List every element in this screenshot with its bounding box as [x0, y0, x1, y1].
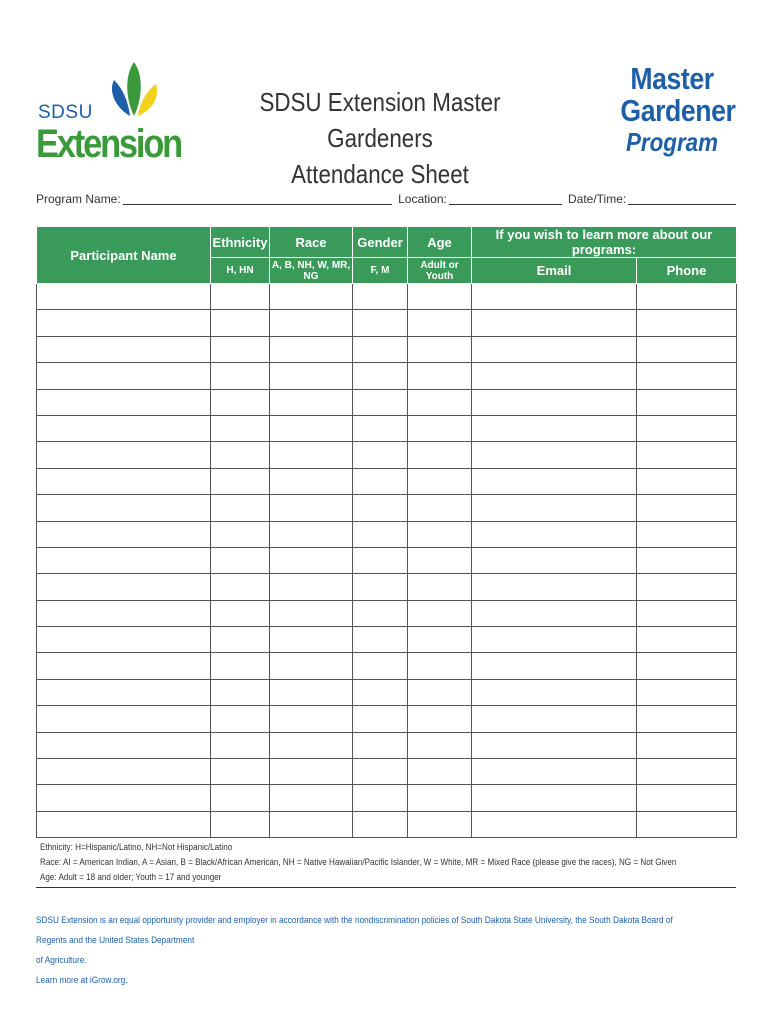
phone-cell[interactable] — [637, 363, 737, 389]
race-subheader: A, B, NH, W, MR, NG — [270, 258, 353, 284]
phone-header: Phone — [637, 258, 737, 284]
race-cell[interactable] — [270, 600, 353, 626]
race-cell[interactable] — [270, 495, 353, 521]
table-row — [37, 627, 737, 653]
learn-more-header: If you wish to learn more about our programs: — [472, 227, 737, 258]
age-cell[interactable] — [408, 759, 472, 785]
legend-age: Age: Adult = 18 and older; Youth = 17 and younger — [40, 872, 222, 882]
email-header: Email — [472, 258, 637, 284]
participant-name-cell[interactable] — [37, 547, 211, 573]
email-cell[interactable] — [472, 336, 637, 362]
table-row — [37, 495, 737, 521]
participant-name-header: Participant Name — [37, 227, 211, 284]
phone-cell[interactable] — [637, 336, 737, 362]
ethnicity-cell[interactable] — [211, 732, 270, 758]
age-cell[interactable] — [408, 574, 472, 600]
gender-cell[interactable] — [353, 468, 408, 494]
participant-name-cell[interactable] — [37, 310, 211, 336]
table-row — [37, 785, 737, 811]
age-cell[interactable] — [408, 521, 472, 547]
age-header: Age — [408, 227, 472, 258]
footer-disclaimer: SDSU Extension is an equal opportunity provider and employer in accordance with the nondiscrimination policies of South Dakota State University, the South Dakota Board of Regents and the United States Department — [36, 915, 673, 945]
table-row — [37, 389, 737, 415]
logo-sdsu-text: SDSU — [38, 102, 93, 123]
participant-name-cell[interactable] — [37, 284, 211, 310]
age-cell[interactable] — [408, 785, 472, 811]
ethnicity-cell[interactable] — [211, 363, 270, 389]
phone-cell[interactable] — [637, 415, 737, 441]
race-cell[interactable] — [270, 521, 353, 547]
ethnicity-cell[interactable] — [211, 468, 270, 494]
gender-cell[interactable] — [353, 679, 408, 705]
race-cell[interactable] — [270, 415, 353, 441]
table-row — [37, 310, 737, 336]
ethnicity-cell[interactable] — [211, 759, 270, 785]
email-cell[interactable] — [472, 389, 637, 415]
legend — [36, 840, 736, 888]
footer-learn-more-link[interactable]: Learn more at iGrow.org. — [36, 975, 128, 985]
email-cell[interactable] — [472, 574, 637, 600]
age-cell[interactable] — [408, 389, 472, 415]
age-cell[interactable] — [408, 495, 472, 521]
email-cell[interactable] — [472, 785, 637, 811]
age-cell[interactable] — [408, 415, 472, 441]
phone-cell[interactable] — [637, 600, 737, 626]
race-cell[interactable] — [270, 732, 353, 758]
gender-cell[interactable] — [353, 310, 408, 336]
table-row — [37, 284, 737, 310]
age-cell[interactable] — [408, 363, 472, 389]
email-cell[interactable] — [472, 600, 637, 626]
ethnicity-cell[interactable] — [211, 442, 270, 468]
race-cell[interactable] — [270, 653, 353, 679]
participant-name-cell[interactable] — [37, 785, 211, 811]
location-field[interactable] — [449, 192, 562, 205]
email-cell[interactable] — [472, 653, 637, 679]
participant-name-cell[interactable] — [37, 415, 211, 441]
email-cell[interactable] — [472, 468, 637, 494]
gender-cell[interactable] — [353, 600, 408, 626]
table-row — [37, 415, 737, 441]
program-name-field[interactable] — [123, 192, 392, 205]
race-cell[interactable] — [270, 363, 353, 389]
race-cell[interactable] — [270, 679, 353, 705]
participant-name-cell[interactable] — [37, 574, 211, 600]
phone-cell[interactable] — [637, 574, 737, 600]
age-cell[interactable] — [408, 679, 472, 705]
ethnicity-cell[interactable] — [211, 811, 270, 837]
gender-cell[interactable] — [353, 547, 408, 573]
race-header: Race — [270, 227, 353, 258]
race-cell[interactable] — [270, 547, 353, 573]
phone-cell[interactable] — [637, 495, 737, 521]
date-time-field[interactable] — [628, 192, 736, 205]
ethnicity-header: Ethnicity — [211, 227, 270, 258]
email-cell[interactable] — [472, 706, 637, 732]
ethnicity-cell[interactable] — [211, 706, 270, 732]
ethnicity-cell[interactable] — [211, 310, 270, 336]
race-cell[interactable] — [270, 759, 353, 785]
participant-name-cell[interactable] — [37, 442, 211, 468]
gender-cell[interactable] — [353, 706, 408, 732]
email-cell[interactable] — [472, 310, 637, 336]
table-row — [37, 600, 737, 626]
email-cell[interactable] — [472, 759, 637, 785]
ethnicity-cell[interactable] — [211, 653, 270, 679]
page-title — [225, 84, 535, 192]
email-cell[interactable] — [472, 547, 637, 573]
ethnicity-cell[interactable] — [211, 547, 270, 573]
age-cell[interactable] — [408, 600, 472, 626]
participant-name-cell[interactable] — [37, 363, 211, 389]
race-cell[interactable] — [270, 284, 353, 310]
ethnicity-cell[interactable] — [211, 574, 270, 600]
table-row — [37, 521, 737, 547]
phone-cell[interactable] — [637, 759, 737, 785]
ethnicity-cell[interactable] — [211, 336, 270, 362]
participant-name-cell[interactable] — [37, 706, 211, 732]
location-label: Location: — [398, 192, 447, 206]
participant-name-cell[interactable] — [37, 679, 211, 705]
email-cell[interactable] — [472, 284, 637, 310]
race-cell[interactable] — [270, 706, 353, 732]
race-cell[interactable] — [270, 468, 353, 494]
age-subheader: Adult or Youth — [408, 258, 472, 284]
ethnicity-cell[interactable] — [211, 627, 270, 653]
phone-cell[interactable] — [637, 732, 737, 758]
gender-cell[interactable] — [353, 759, 408, 785]
age-cell[interactable] — [408, 811, 472, 837]
gender-cell[interactable] — [353, 785, 408, 811]
participant-name-cell[interactable] — [37, 468, 211, 494]
race-cell[interactable] — [270, 627, 353, 653]
ethnicity-cell[interactable] — [211, 521, 270, 547]
participant-name-cell[interactable] — [37, 336, 211, 362]
race-cell[interactable] — [270, 389, 353, 415]
logo-extension-text: Extension — [36, 122, 182, 166]
email-cell[interactable] — [472, 732, 637, 758]
footer — [36, 910, 736, 990]
race-cell[interactable] — [270, 442, 353, 468]
email-cell[interactable] — [472, 811, 637, 837]
phone-cell[interactable] — [637, 521, 737, 547]
title-line-2: Attendance Sheet — [291, 159, 469, 189]
age-cell[interactable] — [408, 442, 472, 468]
leaf-logo-icon — [106, 62, 162, 126]
phone-cell[interactable] — [637, 706, 737, 732]
email-cell[interactable] — [472, 679, 637, 705]
age-cell[interactable] — [408, 284, 472, 310]
logo-gardener-text: Gardener — [620, 93, 736, 128]
email-cell[interactable] — [472, 521, 637, 547]
logo-program-text: Program — [626, 127, 718, 157]
table-row — [37, 468, 737, 494]
age-cell[interactable] — [408, 310, 472, 336]
participant-name-cell[interactable] — [37, 389, 211, 415]
age-cell[interactable] — [408, 336, 472, 362]
table-row — [37, 811, 737, 837]
age-cell[interactable] — [408, 732, 472, 758]
gender-cell[interactable] — [353, 574, 408, 600]
ethnicity-cell[interactable] — [211, 785, 270, 811]
gender-cell[interactable] — [353, 495, 408, 521]
logo-master-text: Master — [630, 61, 714, 96]
gender-header: Gender — [353, 227, 408, 258]
table-row — [37, 732, 737, 758]
legend-ethnicity: Ethnicity: H=Hispanic/Latino, NH=Not Hispanic/Latino — [40, 842, 233, 852]
program-name-label: Program Name: — [36, 192, 121, 206]
table-row — [37, 574, 737, 600]
table-row — [37, 653, 737, 679]
phone-cell[interactable] — [637, 811, 737, 837]
attendance-table — [36, 226, 737, 838]
table-row — [37, 336, 737, 362]
gender-cell[interactable] — [353, 389, 408, 415]
attendance-rows — [37, 284, 737, 838]
program-info-line — [36, 192, 736, 206]
ethnicity-cell[interactable] — [211, 600, 270, 626]
age-cell[interactable] — [408, 547, 472, 573]
gender-cell[interactable] — [353, 811, 408, 837]
gender-cell[interactable] — [353, 627, 408, 653]
phone-cell[interactable] — [637, 284, 737, 310]
race-cell[interactable] — [270, 310, 353, 336]
title-line-1: SDSU Extension Master Gardeners — [259, 87, 501, 153]
gender-cell[interactable] — [353, 653, 408, 679]
gender-cell[interactable] — [353, 415, 408, 441]
master-gardener-logo — [612, 61, 736, 157]
ethnicity-cell[interactable] — [211, 495, 270, 521]
footer-disclaimer-cont: of Agriculture. — [36, 955, 87, 965]
age-cell[interactable] — [408, 627, 472, 653]
date-time-label: Date/Time: — [567, 192, 627, 206]
participant-name-cell[interactable] — [37, 653, 211, 679]
email-cell[interactable] — [472, 442, 637, 468]
gender-subheader: F, M — [353, 258, 408, 284]
gender-cell[interactable] — [353, 336, 408, 362]
table-row — [37, 363, 737, 389]
participant-name-cell[interactable] — [37, 600, 211, 626]
sdsu-extension-logo — [36, 62, 182, 172]
legend-race: Race: AI = American Indian, A = Asian, B = Black/African American, NH = Native Hawaiian/Pacific Islander, W = White, MR = Mixed Race (please give the races), NG = Not Given — [40, 857, 677, 867]
email-cell[interactable] — [472, 495, 637, 521]
race-cell[interactable] — [270, 336, 353, 362]
gender-cell[interactable] — [353, 732, 408, 758]
age-cell[interactable] — [408, 706, 472, 732]
phone-cell[interactable] — [637, 653, 737, 679]
race-cell[interactable] — [270, 811, 353, 837]
participant-name-cell[interactable] — [37, 759, 211, 785]
gender-cell[interactable] — [353, 521, 408, 547]
phone-cell[interactable] — [637, 679, 737, 705]
ethnicity-subheader: H, HN — [211, 258, 270, 284]
participant-name-cell[interactable] — [37, 521, 211, 547]
participant-name-cell[interactable] — [37, 811, 211, 837]
table-row — [37, 442, 737, 468]
ethnicity-cell[interactable] — [211, 415, 270, 441]
table-row — [37, 679, 737, 705]
ethnicity-cell[interactable] — [211, 389, 270, 415]
age-cell[interactable] — [408, 468, 472, 494]
gender-cell[interactable] — [353, 284, 408, 310]
ethnicity-cell[interactable] — [211, 284, 270, 310]
phone-cell[interactable] — [637, 627, 737, 653]
phone-cell[interactable] — [637, 389, 737, 415]
participant-name-cell[interactable] — [37, 495, 211, 521]
table-row — [37, 547, 737, 573]
race-cell[interactable] — [270, 785, 353, 811]
phone-cell[interactable] — [637, 468, 737, 494]
phone-cell[interactable] — [637, 785, 737, 811]
phone-cell[interactable] — [637, 547, 737, 573]
phone-cell[interactable] — [637, 442, 737, 468]
participant-name-cell[interactable] — [37, 732, 211, 758]
email-cell[interactable] — [472, 627, 637, 653]
gender-cell[interactable] — [353, 363, 408, 389]
table-row — [37, 759, 737, 785]
race-cell[interactable] — [270, 574, 353, 600]
email-cell[interactable] — [472, 415, 637, 441]
gender-cell[interactable] — [353, 442, 408, 468]
age-cell[interactable] — [408, 653, 472, 679]
email-cell[interactable] — [472, 363, 637, 389]
ethnicity-cell[interactable] — [211, 679, 270, 705]
phone-cell[interactable] — [637, 310, 737, 336]
table-row — [37, 706, 737, 732]
participant-name-cell[interactable] — [37, 627, 211, 653]
